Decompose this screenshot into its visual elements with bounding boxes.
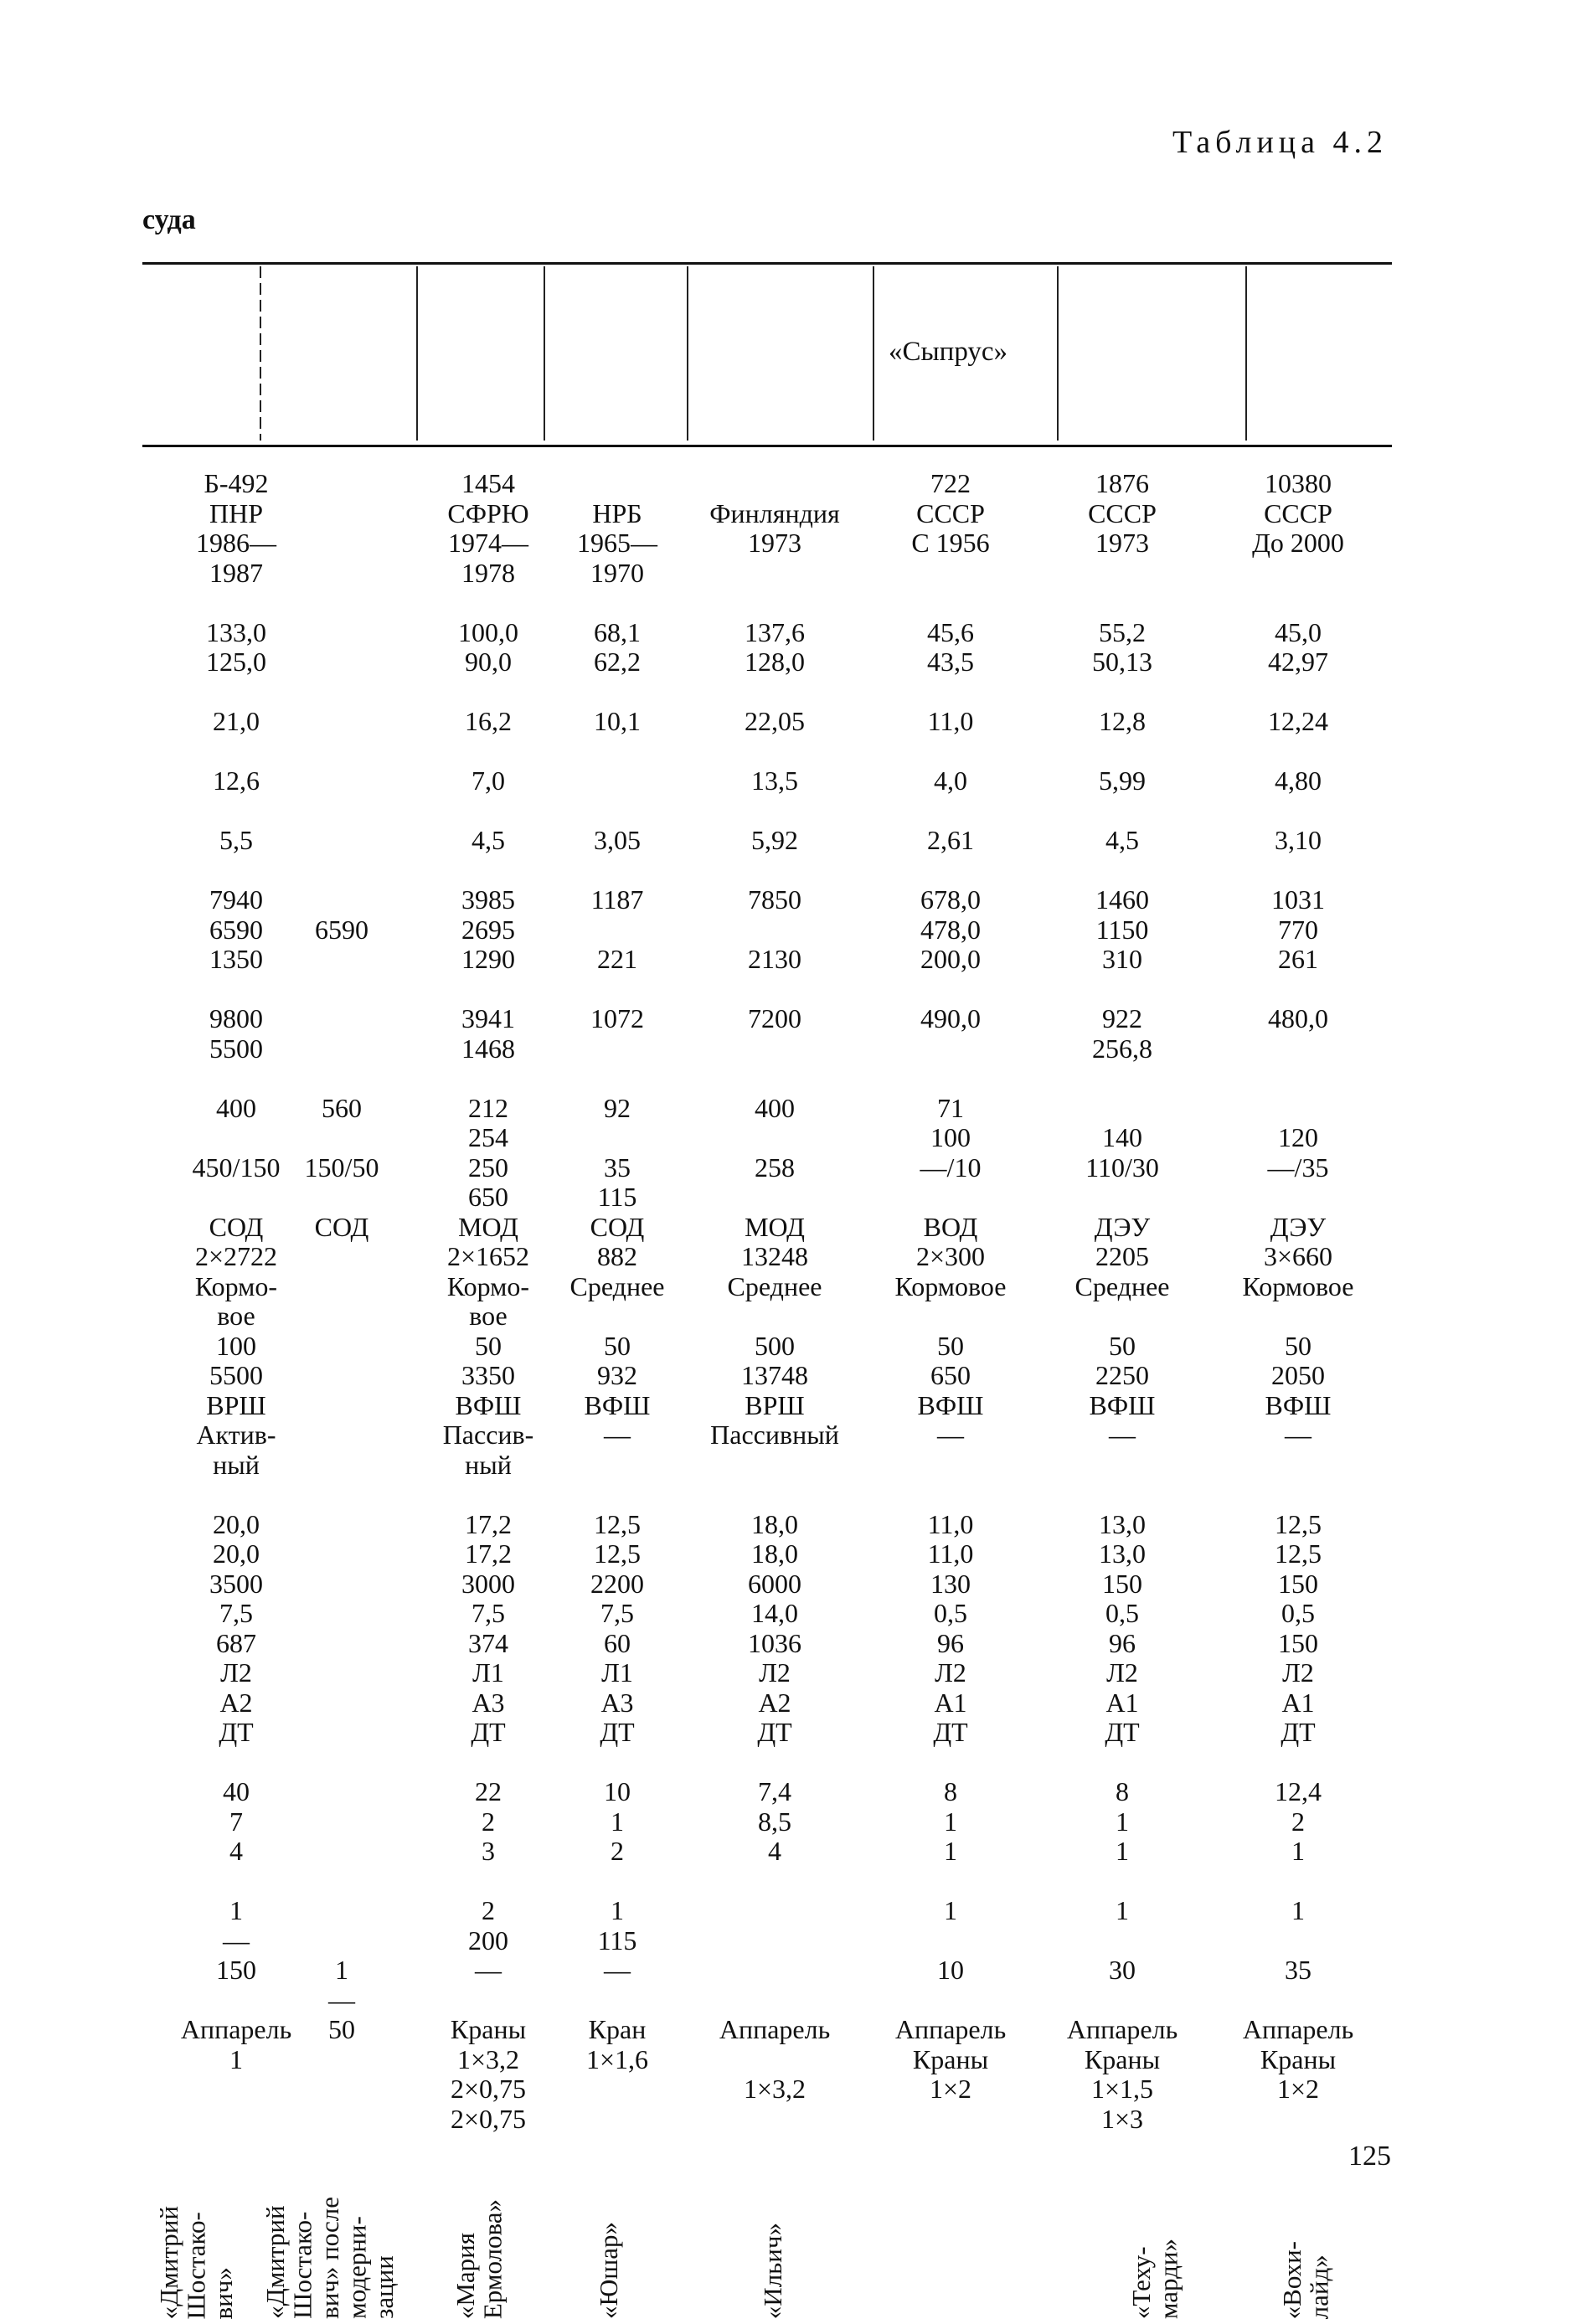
header-dmitry-shostakovich-modernized: «Дмитрий Шостако- вич» после модерни- зации [260, 2197, 399, 2319]
table-top-rule [142, 262, 1392, 265]
table-header-rule [142, 445, 1392, 447]
header-separator [1057, 266, 1059, 441]
header-separator [873, 266, 874, 441]
column-body-ilyich: Финляндия 1973 137,6 128,0 22,05 13,5 5,92 7850 2130 7200 400 258 МОД 13248 Среднее 500 13748 ВРШ Пассивный 18,0 18,0 6000 14,0 1036 Л2 А2 ДТ 7,4 8,5 4 Аппарель 1×3,2 [709, 497, 840, 2104]
header-separator [416, 266, 418, 441]
header-yushar: «Юшар» [594, 2222, 623, 2319]
column-body-dmitry-shostakovich-modernized: 6590 560 150/50 СОД 1 — 50 [304, 914, 379, 2044]
column-body-vohilaid: 10380 СССР До 2000 45,0 42,97 12,24 4,80 3,10 1031 770 261 480,0 120 —/35 ДЭУ 3×660 Кормовое 50 2050 ВФШ — 12,5 12,5 150 0,5 150 Л2 А1 ДТ 12,4 2 1 1 35 Аппарель Краны 1×2 [1242, 468, 1354, 2104]
column-body-maria-ermolova: 1454 СФРЮ 1974— 1978 100,0 90,0 16,2 7,0 4,5 3985 2695 1290 3941 1468 212 254 250 650 МОД 2×1652 Кормо- вое 50 3350 ВФШ Пассив- ный 17,2 17,2 3000 7,5 374 Л1 А3 ДТ 22 2 3 2 200 — Краны 1×3,2 2×0,75 2×0,75 [442, 468, 534, 2134]
column-body-tehumardi: 1876 СССР 1973 55,2 50,13 12,8 5,99 4,5 1460 1150 310 922 256,8 140 110/30 ДЭУ 2205 Среднее 50 2250 ВФШ — 13,0 13,0 150 0,5 96 Л2 А1 ДТ 8 1 1 1 30 Аппарель Краны 1×1,5 1×3 [1066, 468, 1178, 2134]
column-body-dmitry-shostakovich: Б-492 ПНР 1986— 1987 133,0 125,0 21,0 12,6 5,5 7940 6590 1350 9800 5500 400 450/150 СОД 2×2722 Кормо- вое 100 5500 ВРШ Актив- ный 20,0 20,0 3500 7,5 687 Л2 А2 ДТ 40 7 4 1 — 150 Аппарель 1 [180, 468, 292, 2074]
page-number: 125 [1348, 2141, 1391, 2172]
header-ilyich: «Ильич» [758, 2222, 787, 2319]
header-dmitry-shostakovich: «Дмитрий Шостако- вич» [154, 2205, 239, 2319]
header-tehumardi: «Теху- марди» [1126, 2238, 1183, 2319]
header-vohilaid: «Вохи- лайд» [1277, 2240, 1334, 2319]
header-separator [687, 266, 688, 441]
header-separator [260, 266, 261, 441]
header-separator [1245, 266, 1247, 441]
header-separator [544, 266, 545, 441]
table-subtitle: суда [142, 204, 196, 235]
header-maria-ermolova: «Мария Ермолова» [451, 2198, 508, 2319]
column-body-yushar: НРБ 1965— 1970 68,1 62,2 10,1 3,05 1187 221 1072 92 35 115 СОД 882 Среднее 50 932 ВФШ — 12,5 12,5 2200 7,5 60 Л1 А3 ДТ 10 1 2 1 115 — Кран 1×1,6 [569, 497, 665, 2074]
header-sypru: «Сыпрус» [889, 337, 1008, 367]
table-caption: Таблица 4.2 [1172, 125, 1388, 160]
column-body-sypru: 722 СССР С 1956 45,6 43,5 11,0 4,0 2,61 678,0 478,0 200,0 490,0 71 100 —/10 ВОД 2×300 Кормовое 50 650 ВФШ — 11,0 11,0 130 0,5 96 Л2 А1 ДТ 8 1 1 1 10 Аппарель Краны 1×2 [894, 468, 1007, 2104]
